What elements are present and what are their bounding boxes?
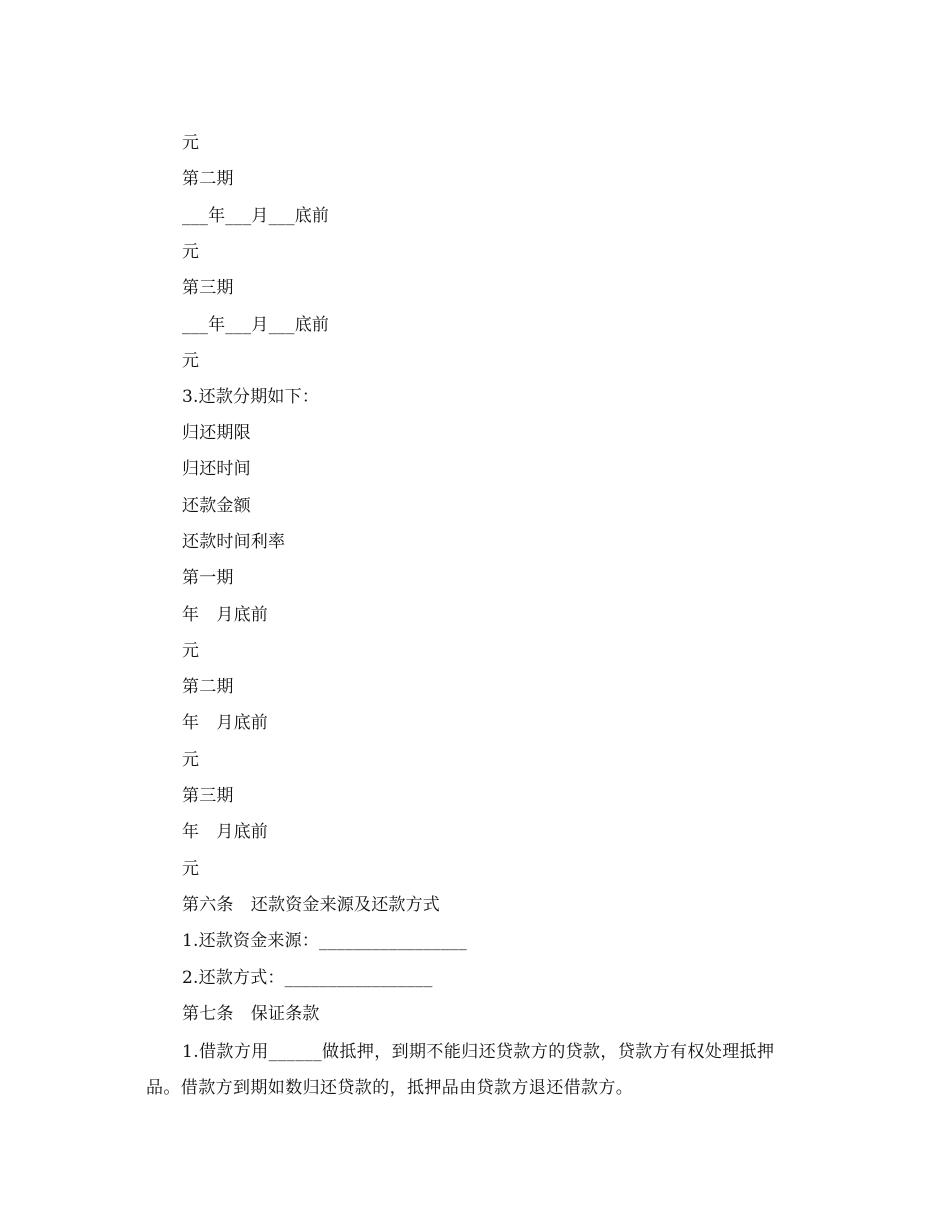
- section-heading: 第六条 还款资金来源及还款方式: [182, 895, 440, 915]
- text-line: 元: [182, 351, 200, 371]
- text-line: ___年___月___底前: [182, 206, 330, 226]
- text-line: 还款时间利率: [182, 532, 286, 552]
- text-line: 元: [182, 859, 200, 879]
- text-line: 年 月底前: [182, 822, 268, 842]
- text-line: 第一期: [182, 568, 234, 588]
- text-line: 归还期限: [182, 423, 251, 443]
- text-line: 年 月底前: [182, 605, 268, 625]
- text-line: 3.还款分期如下：: [182, 387, 320, 407]
- text-line: 元: [182, 242, 200, 262]
- text-line: ___年___月___底前: [182, 315, 330, 335]
- body-paragraph: 1.借款方用______做抵押，到期不能归还贷款方的贷款，贷款方有权处理抵押品。借款方到期如数归还贷款的，抵押品由贷款方退还借款方。: [146, 1042, 775, 1098]
- text-line: 第二期: [182, 169, 234, 189]
- text-line: 第二期: [182, 677, 234, 697]
- text-line: 还款金额: [182, 496, 251, 516]
- text-line: 年 月底前: [182, 713, 268, 733]
- text-line: 元: [182, 133, 200, 153]
- text-line: 元: [182, 750, 200, 770]
- text-line: 第三期: [182, 278, 234, 298]
- text-line: 2.还款方式：_________________: [182, 968, 433, 988]
- text-line: 1.还款资金来源：_________________: [182, 931, 467, 951]
- text-line: 归还时间: [182, 459, 251, 479]
- text-line: 元: [182, 641, 200, 661]
- text-line: 第三期: [182, 786, 234, 806]
- section-heading: 第七条 保证条款: [182, 1004, 320, 1024]
